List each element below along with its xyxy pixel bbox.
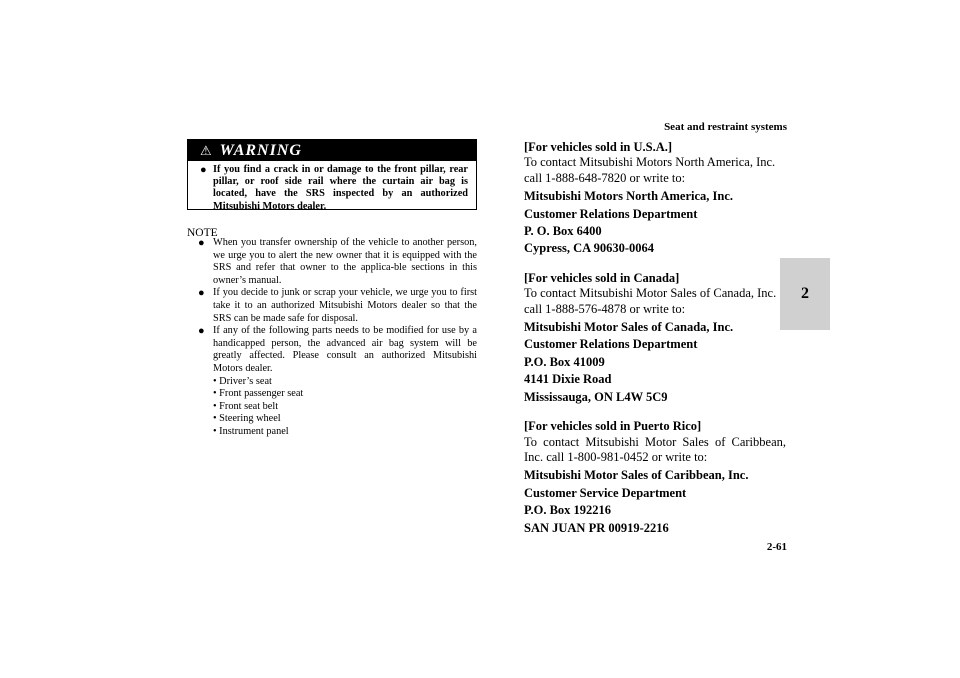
address-line: P.O. Box 41009 bbox=[524, 354, 605, 369]
contact-column bbox=[524, 140, 786, 550]
address-line: P. O. Box 6400 bbox=[524, 224, 602, 239]
section-header: Seat and restraint systems bbox=[664, 121, 787, 133]
contact-title: [For vehicles sold in U.S.A.] bbox=[524, 140, 673, 154]
contact-intro: To contact Mitsubishi Motors North America, Inc. call 1-888-648-7820 or write to: bbox=[524, 155, 776, 185]
address-line: Customer Relations Department bbox=[524, 206, 698, 221]
address-line: Mississauga, ON L4W 5C9 bbox=[524, 389, 668, 404]
note-label: NOTE bbox=[187, 227, 218, 239]
contact-intro: To contact Mitsubishi Motor Sales of Canada, Inc. call 1-888-576-4878 or write to: bbox=[524, 286, 777, 316]
address-line: Customer Service Department bbox=[524, 485, 687, 500]
note-list bbox=[198, 237, 477, 439]
address-line: SAN JUAN PR 00919-2216 bbox=[524, 520, 669, 535]
contact-address bbox=[524, 188, 786, 258]
bullet-icon: ● bbox=[200, 164, 207, 176]
address-line: Customer Relations Department bbox=[524, 337, 698, 352]
address-line: 4141 Dixie Road bbox=[524, 372, 612, 387]
note-text: If you decide to junk or scrap your vehicle, we urge you to first take it to an authorized Mitsubishi Motors dealer so that the SRS can be made safe for disposal. bbox=[213, 287, 477, 324]
note-text: When you transfer ownership of the vehicle to another person, we urge you to alert the new owner that it is equipped with the SRS and refer that owner to the applica-ble sections in this owner’s manual. bbox=[213, 237, 477, 286]
parts-list-item: • Front passenger seat bbox=[213, 388, 304, 400]
chapter-tab: 2 bbox=[780, 258, 830, 330]
warning-item bbox=[188, 161, 476, 213]
parts-list-item: • Instrument panel bbox=[213, 425, 289, 437]
warning-triangle-icon: ⚠ bbox=[200, 142, 212, 158]
bullet-icon: ● bbox=[198, 287, 205, 300]
warning-title: WARNING bbox=[219, 141, 302, 159]
contact-block-usa bbox=[524, 140, 786, 258]
contact-address bbox=[524, 319, 786, 406]
page-number: 2-61 bbox=[766, 541, 787, 553]
parts-list bbox=[213, 376, 477, 439]
address-line: Mitsubishi Motor Sales of Canada, Inc. bbox=[524, 320, 734, 335]
note-text: If any of the following parts needs to be modified for use by a handicapped person, the advanced air bag system will be greatly affected. Please consult an authorized Mitsubishi Motors dealer. bbox=[213, 325, 477, 374]
parts-list-item: • Driver’s seat bbox=[213, 375, 272, 387]
contact-address bbox=[524, 467, 786, 537]
contact-intro: To contact Mitsubishi Motor Sales of Caribbean, Inc. call 1-800-981-0452 or write to: bbox=[524, 434, 786, 464]
note-item bbox=[198, 325, 477, 438]
note-item bbox=[198, 287, 477, 325]
parts-list-item: • Steering wheel bbox=[213, 413, 281, 425]
contact-block-canada bbox=[524, 271, 786, 406]
address-line: Mitsubishi Motors North America, Inc. bbox=[524, 189, 734, 204]
warning-text: If you find a crack in or damage to the front pillar, rear pillar, or roof side rail where the curtain air bag is located, have the SRS inspected by an authorized Mitsubishi Motors dealer. bbox=[213, 164, 468, 212]
warning-box bbox=[187, 139, 477, 210]
bullet-icon: ● bbox=[198, 237, 205, 249]
address-line: P.O. Box 192216 bbox=[524, 503, 612, 518]
parts-list-item: • Front seat belt bbox=[213, 400, 279, 412]
address-line: Cypress, CA 90630-0064 bbox=[524, 241, 654, 256]
contact-title: [For vehicles sold in Puerto Rico] bbox=[524, 419, 702, 434]
address-line: Mitsubishi Motor Sales of Caribbean, Inc. bbox=[524, 468, 749, 483]
note-item bbox=[198, 237, 477, 287]
contact-block-puerto-rico bbox=[524, 419, 786, 537]
contact-title: [For vehicles sold in Canada] bbox=[524, 270, 680, 285]
warning-header bbox=[188, 140, 476, 161]
bullet-icon: ● bbox=[198, 325, 205, 338]
